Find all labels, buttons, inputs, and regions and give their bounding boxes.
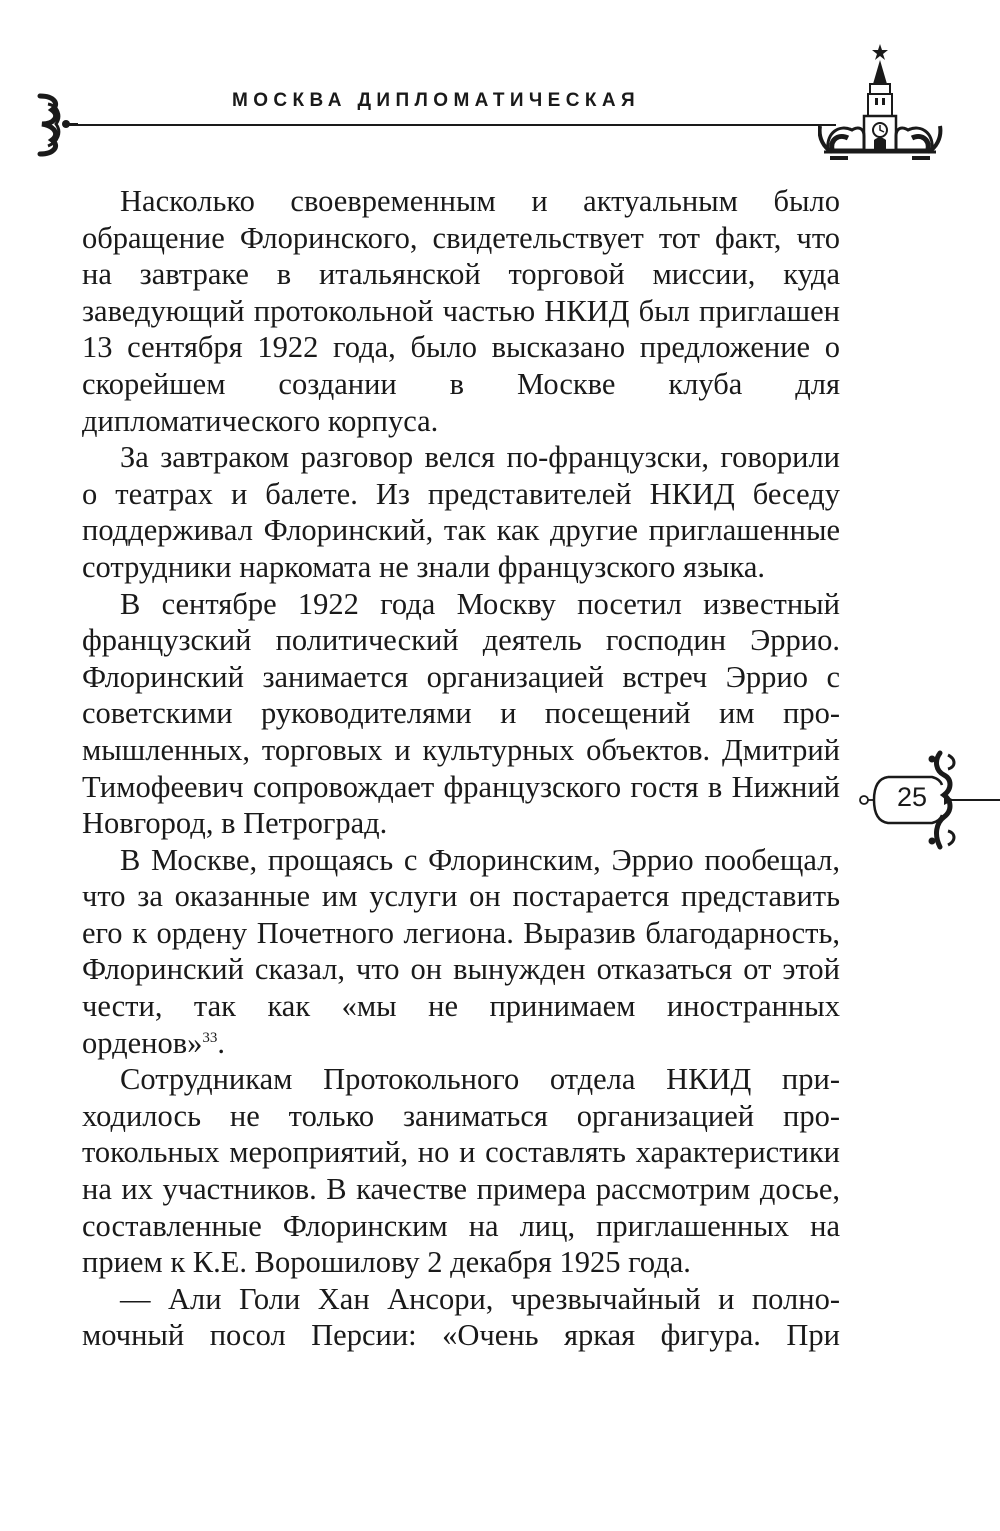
kremlin-tower-icon <box>818 40 968 168</box>
paragraph-4 <box>82 842 840 1062</box>
page-number: 25 <box>896 782 928 812</box>
paragraph-4-tail: . <box>217 1025 226 1060</box>
page-number-ornament <box>848 745 1000 855</box>
paragraph-4-text: В Москве, прощаясь с Флоринским, Эррио пообещал, что за оказанные им услуги он постарается представить его к ордену Почетного легиона. Выразив благодарность, Флоринский сказал, что он вынужден отказаться от этой чести, так как «мы не принимаем иностранных орденов» <box>82 842 840 1060</box>
paragraph-2: За завтраком разговор велся по-французски, говорили о театрах и балете. Из представителей НКИД беседу поддерживал Флоринский, так как другие приглашенные сотрудники наркомата не знали французского языка. <box>82 440 840 584</box>
paragraph-5: Сотрудникам Протокольного отдела НКИД приходилось не только заниматься организацией протокольных мероприятий, но и составлять характеристики на их участников. В качестве примера рассмотрим досье, составленные Флоринским на лиц, приглашенных на прием к К.Е. Ворошилову 2 декабря 1925 года. <box>82 1062 840 1280</box>
footnote-ref: 33 <box>202 1029 218 1046</box>
body-text <box>82 183 840 1354</box>
paragraph-1: Насколько своевременным и актуальным было обращение Флоринского, свидетельствует тот факт, что на завтраке в итальянской торговой миссии, куда заведующий протокольной частью НКИД был приглашен 13 сентября 1922 года, было высказано предложение о скорейшем создании в Москве клуба для дипломатического корпуса. <box>82 184 840 438</box>
paragraph-6: — Али Голи Хан Ансори, чрезвычайный и полномочный посол Персии: «Очень яркая фигура. При <box>82 1281 840 1353</box>
paragraph-3: В сентябре 1922 года Москву посетил известный французский политический деятель господин Эррио. Флоринский занимается организацией встреч Эррио с советскими руководителями и посещений им промышленных, торговых и культурных объектов. Дмитрий Тимофеевич сопровождает французского гостя в Нижний Новгород, в Петроград. <box>82 586 840 841</box>
running-title: МОСКВА ДИПЛОМАТИЧЕСКАЯ <box>232 90 641 111</box>
header-rule <box>68 124 836 126</box>
page-header <box>0 0 1000 180</box>
